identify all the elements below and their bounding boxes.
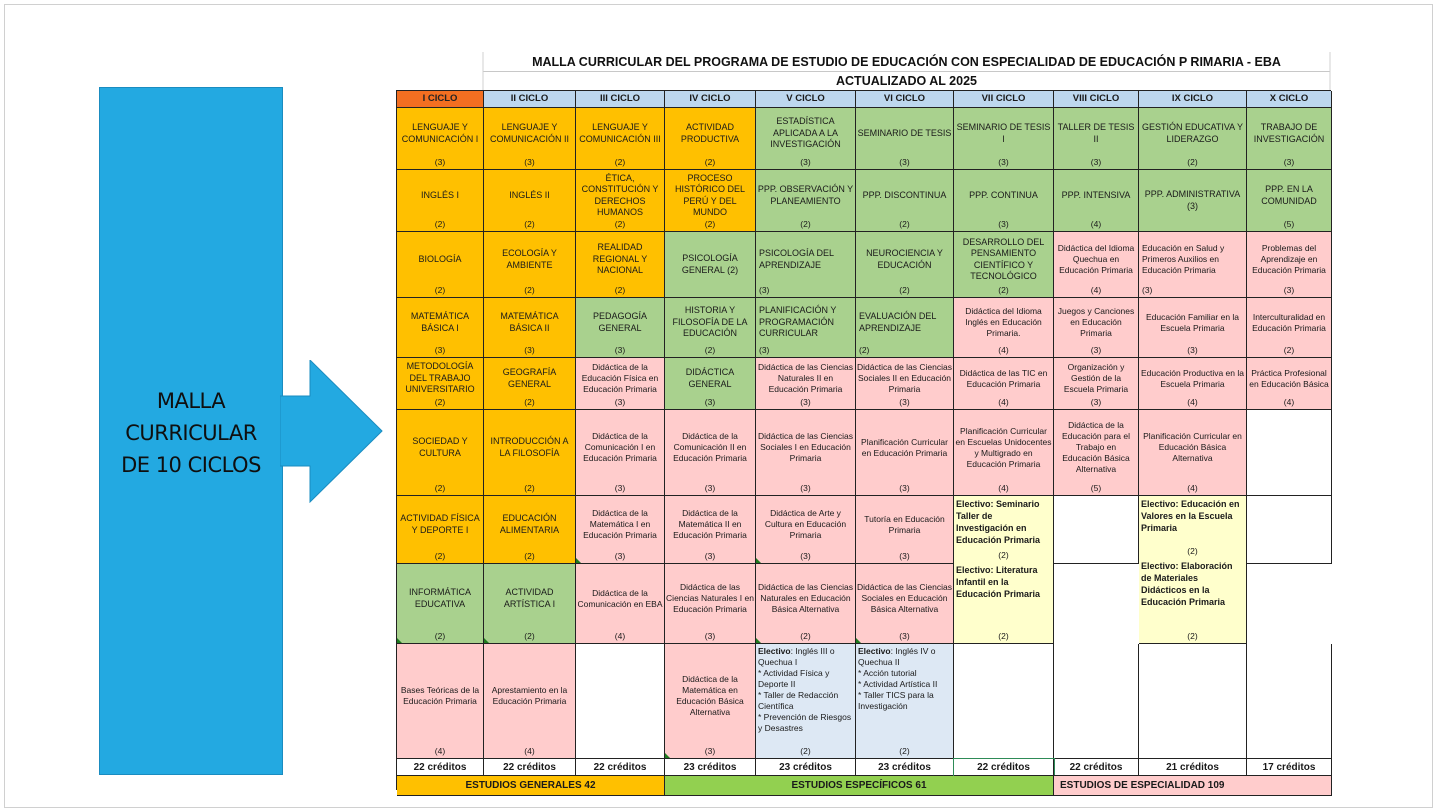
course-cell: [1139, 644, 1247, 759]
course-name: GESTIÓN EDUCATIVA Y LIDERAZGO: [1141, 122, 1244, 144]
elective-list-item: * Prevención de Riesgos y Desastres: [758, 712, 852, 733]
course-cell: [665, 170, 756, 232]
course-cell: [756, 644, 856, 759]
course-cell: [576, 170, 665, 232]
cycle-credits-total: 17 créditos: [1247, 759, 1332, 776]
course-cell: [484, 496, 576, 564]
course-cell: [397, 644, 484, 759]
course-name: Interculturalidad en Educación Primaria: [1252, 311, 1326, 333]
course-name: ACTIVIDAD PRODUCTIVA: [680, 122, 740, 144]
side-label-line: MALLA: [156, 389, 226, 413]
course-cell: [954, 410, 1054, 496]
course-credits: (3): [899, 157, 910, 167]
course-cell: [484, 410, 576, 496]
course-cell: [665, 358, 756, 410]
course-name: PSICOLOGÍA GENERAL (2): [681, 253, 739, 275]
course-cell: [756, 298, 856, 358]
course-name: INTRODUCCIÓN A LA FILOSOFÍA: [490, 436, 569, 458]
course-name: Didáctica de la Matemática en Educación Básica Alternativa: [676, 674, 744, 717]
course-credits: (3): [1283, 285, 1295, 295]
course-cell: [576, 232, 665, 298]
cycle-credits-total: 22 créditos: [484, 759, 576, 776]
cycle-credits-total: 22 créditos: [397, 759, 484, 776]
elective-options: : Inglés III o Quechua I: [758, 646, 835, 667]
course-cell: [665, 496, 756, 564]
course-name: Problemas del Aprendizaje en Educación Primaria: [1252, 243, 1326, 275]
course-credits: (3): [704, 483, 716, 493]
cycle-header: II CICLO: [484, 91, 576, 108]
course-credits: (5): [1283, 219, 1295, 229]
course-name: Didáctica de la Matemática I en Educación Primaria: [583, 508, 657, 540]
course-cell: [856, 298, 954, 358]
course-credits: (3): [524, 157, 535, 167]
course-cell: [484, 170, 576, 232]
cycle-header: VII CICLO: [954, 91, 1054, 108]
course-name: SEMINARIO DE TESIS: [857, 127, 952, 138]
course-name: Didáctica de las Ciencias Naturales en Educación Básica Alternativa: [758, 582, 853, 614]
course-credits: (2): [614, 219, 626, 229]
course-cell: [856, 358, 954, 410]
course-cell: [856, 232, 954, 298]
course-credits: (5): [1090, 483, 1102, 493]
course-credits: (2): [899, 219, 910, 229]
course-cell: [756, 410, 856, 496]
course-name: Tutoría en Educación Primaria: [864, 513, 945, 535]
course-name: Didáctica de la Matemática II en Educación Primaria: [673, 508, 747, 540]
course-cell: [1054, 358, 1139, 410]
course-credits: (2): [1187, 157, 1198, 167]
course-name: BIOLOGÍA: [418, 253, 462, 264]
course-credits: (3): [759, 345, 770, 355]
course-credits: (3): [434, 345, 446, 355]
course-cell: [576, 564, 665, 644]
course-name: PPP. CONTINUA: [969, 189, 1038, 200]
elective-course: Electivo: Educación en Valores en la Escuela Primaria: [1141, 499, 1240, 533]
course-credits: (3): [704, 551, 716, 561]
course-credits: (4): [998, 483, 1009, 493]
course-credits: (3): [759, 285, 770, 295]
course-credits: (2): [859, 345, 870, 355]
elective-list-item: * Taller TICS para la Investigación: [858, 690, 934, 711]
cycle-header: IV CICLO: [665, 91, 756, 108]
course-credits: (4): [434, 746, 446, 756]
course-name: Didáctica de las Ciencias Sociales en Educación Básica Alternativa: [857, 582, 952, 614]
course-name: PPP. DISCONTINUA: [862, 189, 947, 200]
course-name: ACTIVIDAD FÍSICA Y DEPORTE I: [400, 513, 480, 535]
cycle-credits-total: 22 créditos: [576, 759, 665, 776]
course-name: TALLER DE TESIS II: [1057, 122, 1135, 144]
course-cell: [1139, 410, 1247, 496]
course-cell: [954, 108, 1054, 170]
course-credits: (2): [524, 551, 535, 561]
elective-label: Electivo: [758, 646, 791, 656]
course-credits: (2): [434, 483, 446, 493]
course-credits: (3): [1090, 345, 1102, 355]
course-cell: [397, 232, 484, 298]
course-cell: [756, 170, 856, 232]
course-name: ECOLOGÍA Y AMBIENTE: [502, 248, 557, 270]
course-name: Planificación Curricular en Educación Primaria: [861, 436, 948, 458]
course-name: LENGUAJE Y COMUNICACIÓN II: [489, 122, 569, 144]
course-cell: [856, 410, 954, 496]
course-name: Organización y Gestión de la Escuela Primaria: [1063, 362, 1129, 394]
course-credits: (2): [524, 483, 535, 493]
course-cell: [756, 232, 856, 298]
course-cell: [665, 564, 756, 644]
course-cell: [1054, 108, 1139, 170]
course-credits: (2): [434, 631, 446, 641]
course-name: EVALUACIÓN DEL APRENDIZAJE: [859, 311, 937, 333]
course-credits: (2): [1283, 345, 1295, 355]
course-credits: (3): [1090, 397, 1102, 407]
course-name: Didáctica de las Ciencias Sociales I en Educación Primaria: [758, 431, 853, 463]
course-name: REALIDAD REGIONAL Y NACIONAL: [592, 242, 648, 276]
course-name: Didáctica del Idioma Inglés en Educación Primaria.: [965, 306, 1042, 338]
elective-list-item: * Actividad Física y Deporte II: [758, 668, 830, 689]
course-credits: (3): [800, 483, 811, 493]
course-cell: [1054, 410, 1139, 496]
course-cell: [576, 108, 665, 170]
course-cell: [1054, 644, 1139, 759]
course-name: Bases Teóricas de la Educación Primaria: [400, 685, 480, 706]
course-cell: [397, 410, 484, 496]
side-label-line: DE 10 CICLOS: [121, 453, 261, 477]
course-cell: [1054, 496, 1139, 564]
course-credits: (2): [704, 157, 716, 167]
course-name: INGLÉS II: [509, 189, 550, 200]
elective-list-item: * Actividad Artística II: [858, 679, 938, 689]
course-credits: (2): [998, 550, 1009, 560]
course-name: PPP. OBSERVACIÓN Y PLANEAMIENTO: [757, 184, 854, 206]
course-cell: [484, 108, 576, 170]
course-name: HISTORIA Y FILOSOFÍA DE LA EDUCACIÓN: [672, 305, 748, 339]
course-credits: (3): [899, 397, 910, 407]
course-cell: [1247, 298, 1332, 358]
course-name: TRABAJO DE INVESTIGACIÓN: [1253, 122, 1325, 144]
course-credits: (2): [800, 219, 811, 229]
course-credits: (3): [614, 551, 626, 561]
course-cell: [1139, 298, 1247, 358]
course-cell: [756, 496, 856, 564]
cycle-header: X CICLO: [1247, 91, 1332, 108]
side-label: [108, 385, 274, 481]
cycle-header: I CICLO: [397, 91, 484, 108]
course-cell: [576, 410, 665, 496]
course-cell: [484, 564, 576, 644]
table-subtitle: ACTUALIZADO AL 2025: [836, 74, 977, 88]
elective-list: [858, 646, 951, 712]
elective-options: : Inglés IV o Quechua II: [858, 646, 936, 667]
cycle-header: VI CICLO: [856, 91, 954, 108]
course-cell: [397, 170, 484, 232]
elective-course: Electivo: Literatura Infantil en la Educación Primaria: [956, 565, 1041, 599]
course-credits: (4): [1187, 397, 1198, 407]
course-credits: (2): [1187, 631, 1198, 641]
course-name: ACTIVIDAD ARTÍSTICA I: [503, 587, 556, 609]
course-credits: (3): [1187, 345, 1198, 355]
course-name: Educación Productiva en la Escuela Primaria: [1140, 367, 1244, 389]
side-label-line: CURRICULAR: [125, 421, 257, 445]
course-cell: [1054, 298, 1139, 358]
course-credits: (2): [899, 746, 910, 756]
course-credits: (3): [800, 157, 811, 167]
course-name: Didáctica de la Educación Física en Educación Primaria: [581, 362, 659, 394]
right-arrow-icon: [280, 360, 384, 503]
course-name: Didáctica de la Educación para el Trabajo en Educación Básica Alternativa: [1061, 420, 1131, 474]
course-credits: (3): [614, 483, 626, 493]
course-credits: (4): [524, 746, 535, 756]
course-name: Didáctica de las Ciencias Naturales I en Educación Primaria: [666, 582, 754, 614]
course-cell: [484, 358, 576, 410]
course-credits: (2): [800, 631, 811, 641]
course-cell: [1247, 170, 1332, 232]
course-cell: [1247, 496, 1332, 564]
elective-list-head: [858, 646, 951, 668]
course-cell: [665, 298, 756, 358]
course-name: DIDÁCTICA GENERAL: [685, 367, 735, 389]
course-credits: (3): [998, 219, 1009, 229]
course-cell: [397, 496, 484, 564]
cycle-credits-total: 22 créditos: [954, 759, 1054, 776]
course-credits: (4): [614, 631, 626, 641]
course-credits: (2): [614, 157, 626, 167]
course-cell: [756, 358, 856, 410]
summary-estudios-generales: ESTUDIOS GENERALES 42: [397, 776, 665, 796]
course-cell: [954, 358, 1054, 410]
course-credits: (3): [800, 551, 811, 561]
cycle-credits-total: 23 créditos: [856, 759, 954, 776]
course-name: Planificación Curricular en Escuelas Unidocentes y Multigrado en Educación Primaria: [955, 425, 1052, 469]
course-credits: (2): [800, 746, 811, 756]
course-credits: (2): [524, 219, 535, 229]
course-name: SOCIEDAD Y CULTURA: [412, 436, 468, 458]
course-name: PSICOLOGÍA DEL APRENDIZAJE: [759, 248, 834, 270]
course-name: EDUCACIÓN ALIMENTARIA: [499, 513, 560, 535]
course-credits: (3): [1283, 157, 1295, 167]
course-cell: [1139, 232, 1247, 298]
cycle-header: IX CICLO: [1139, 91, 1247, 108]
elective-list-item: * Taller de Redacción Científica: [758, 690, 839, 711]
course-cell: [1247, 410, 1332, 496]
course-name: SEMINARIO DE TESIS I: [956, 122, 1051, 144]
course-credits: (4): [998, 345, 1009, 355]
course-credits: (3): [1142, 285, 1153, 295]
course-cell: [397, 358, 484, 410]
course-credits: (4): [998, 397, 1009, 407]
table-title: MALLA CURRICULAR DEL PROGRAMA DE ESTUDIO DE EDUCACIÓN CON ESPECIALIDAD DE EDUCACIÓN P RIMARIA - EBA: [483, 52, 1330, 72]
elective-list-head: [758, 646, 853, 668]
course-cell: [484, 298, 576, 358]
course-cell: [856, 108, 954, 170]
course-name: Práctica Profesional en Educación Básica: [1249, 367, 1329, 389]
course-credits: (4): [1090, 285, 1102, 295]
course-name: MATEMÁTICA BÁSICA II: [500, 311, 559, 333]
course-cell: [576, 358, 665, 410]
course-name: Didáctica de la Comunicación I en Educación Primaria: [583, 431, 657, 463]
course-name: METODOLOGÍA DEL TRABAJO UNIVERSITARIO: [405, 361, 475, 395]
course-cell: [576, 644, 665, 759]
course-credits: (3): [704, 397, 716, 407]
course-cell: [665, 108, 756, 170]
course-credits: (3): [899, 483, 910, 493]
course-name: Didáctica del Idioma Quechua en Educación Primaria: [1057, 243, 1135, 275]
course-cell: [1139, 108, 1247, 170]
course-credits: (3): [434, 157, 446, 167]
course-credits: (3): [800, 397, 811, 407]
course-credits: (3): [1090, 157, 1102, 167]
course-name: Planificación Curricular en Educación Básica Alternativa: [1143, 431, 1242, 463]
course-cell: [954, 298, 1054, 358]
course-name: Juegos y Canciones en Educación Primaria: [1057, 306, 1135, 338]
course-name: Didáctica de las Ciencias Sociales II en Educación Primaria: [857, 362, 952, 394]
course-cell: [954, 232, 1054, 298]
course-name: Didáctica de las TIC en Educación Primaria: [959, 367, 1048, 389]
course-cell: [1054, 232, 1139, 298]
course-cell: [1247, 108, 1332, 170]
course-cell: [1139, 358, 1247, 410]
course-cell: [1247, 644, 1332, 759]
course-name: ESTADÍSTICA APLICADA A LA INVESTIGACIÓN: [770, 116, 841, 150]
course-name: Educación Familiar en la Escuela Primaria: [1145, 311, 1240, 333]
course-credits: (2): [434, 219, 446, 229]
course-name: PPP. ADMINISTRATIVA (3): [1144, 189, 1241, 211]
course-name: NEUROCIENCIA Y EDUCACIÓN: [866, 248, 943, 270]
header-gridlines: [396, 52, 1331, 90]
course-credits: (2): [524, 397, 535, 407]
course-credits: (2): [434, 551, 446, 561]
course-credits: (3): [704, 746, 716, 756]
cycle-credits-total: 23 créditos: [756, 759, 856, 776]
cycle-credits-total: 21 créditos: [1139, 759, 1247, 776]
course-credits: (2): [524, 285, 535, 295]
course-name: Didáctica de las Ciencias Naturales II en Educación Primaria: [758, 362, 853, 394]
course-cell: [856, 170, 954, 232]
cycle-header: III CICLO: [576, 91, 665, 108]
course-name: Educación en Salud y Primeros Auxilios en Educación Primaria: [1142, 243, 1225, 275]
course-credits: (2): [434, 397, 446, 407]
course-cell: [856, 496, 954, 564]
course-cell: [397, 564, 484, 644]
course-cell: [576, 298, 665, 358]
course-name: DESARROLLO DEL PENSAMIENTO CIENTÍFICO Y TECNOLÓGICO: [962, 236, 1045, 281]
course-cell: [576, 496, 665, 564]
course-name: INGLÉS I: [420, 189, 459, 200]
cycle-header: VIII CICLO: [1054, 91, 1139, 108]
course-credits: (3): [998, 157, 1009, 167]
course-cell: [954, 170, 1054, 232]
course-cell: [756, 108, 856, 170]
course-name: MATEMÁTICA BÁSICA I: [410, 311, 470, 333]
course-credits: (2): [614, 285, 626, 295]
course-credits: (3): [704, 631, 716, 641]
course-credits: (2): [899, 285, 910, 295]
summary-estudios-especificos: ESTUDIOS ESPECÍFICOS 61: [665, 776, 1054, 796]
course-name: ÉTICA, CONSTITUCIÓN Y DERECHOS HUMANOS: [581, 172, 659, 217]
course-cell: [1054, 170, 1139, 232]
course-credits: (2): [998, 285, 1009, 295]
course-cell: [1139, 170, 1247, 232]
course-name: PPP. EN LA COMUNIDAD: [1261, 184, 1317, 206]
course-cell: [1139, 496, 1247, 644]
course-cell: [954, 496, 1054, 644]
course-cell: [954, 644, 1054, 759]
course-name: INFORMÁTICA EDUCATIVA: [409, 587, 471, 609]
course-credits: (2): [704, 219, 716, 229]
course-cell: [665, 232, 756, 298]
cycle-credits-total: 22 créditos: [1054, 759, 1139, 776]
curriculum-grid: [396, 90, 1331, 790]
course-cell: [1247, 358, 1332, 410]
elective-list-item: * Acción tutorial: [858, 668, 917, 678]
elective-course: Electivo: Elaboración de Materiales Didácticos en la Educación Primaria: [1141, 561, 1233, 607]
course-name: PPP. INTENSIVA: [1061, 189, 1131, 200]
course-credits: (3): [524, 345, 535, 355]
elective-label: Electivo: [858, 646, 891, 656]
course-credits: (4): [1090, 219, 1102, 229]
course-credits: (3): [614, 345, 626, 355]
elective-course: Electivo: Seminario Taller de Investigación en Educación Primaria: [956, 499, 1041, 545]
course-credits: (2): [524, 631, 535, 641]
course-name: LENGUAJE Y COMUNICACIÓN I: [401, 122, 479, 144]
course-credits: (2): [1187, 546, 1198, 556]
cycle-credits-total: 23 créditos: [665, 759, 756, 776]
course-name: GEOGRAFÍA GENERAL: [502, 367, 557, 389]
course-cell: [1247, 232, 1332, 298]
course-cell: [856, 564, 954, 644]
course-cell: [756, 564, 856, 644]
course-cell: [665, 410, 756, 496]
cycle-header: V CICLO: [756, 91, 856, 108]
course-credits: (3): [614, 397, 626, 407]
course-credits: (4): [1187, 483, 1198, 493]
elective-list: [758, 646, 853, 734]
course-credits: (2): [434, 285, 446, 295]
course-name: LENGUAJE Y COMUNICACIÓN III: [579, 122, 661, 144]
course-credits: (3): [899, 551, 910, 561]
course-name: Didáctica de la Comunicación II en Educación Primaria: [673, 431, 747, 463]
course-cell: [484, 232, 576, 298]
course-name: PEDAGOGÍA GENERAL: [592, 311, 647, 333]
course-credits: (4): [1283, 397, 1295, 407]
course-credits: (2): [998, 631, 1009, 641]
course-name: Aprestamiento en la Educación Primaria: [491, 685, 568, 706]
course-cell: [397, 108, 484, 170]
course-cell: [856, 644, 954, 759]
course-cell: [484, 644, 576, 759]
course-cell: [665, 644, 756, 759]
course-name: Didáctica de Arte y Cultura en Educación Primaria: [764, 508, 847, 540]
course-name: Didáctica de la Comunicación en EBA: [577, 587, 663, 609]
course-name: PROCESO HISTÓRICO DEL PERÚ Y DEL MUNDO: [674, 172, 745, 217]
course-credits: (2): [704, 345, 716, 355]
summary-estudios-especialidad: ESTUDIOS DE ESPECIALIDAD 109: [1054, 776, 1332, 796]
course-name: PLANIFICACIÓN Y PROGRAMACIÓN CURRICULAR: [759, 305, 837, 339]
course-credits: (3): [899, 631, 910, 641]
course-cell: [397, 298, 484, 358]
